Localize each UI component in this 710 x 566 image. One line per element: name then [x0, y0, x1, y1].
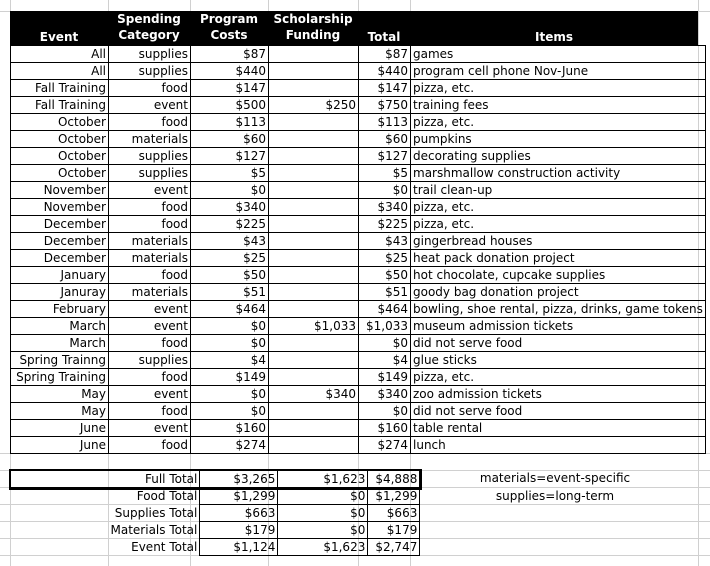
table-row	[11, 216, 706, 233]
cell-program-cost[interactable]: $149	[191, 369, 269, 386]
cell-items[interactable]: marshmallow construction activity	[411, 165, 706, 182]
table-row	[11, 63, 706, 80]
cell-event[interactable]: November	[11, 199, 109, 216]
header-scholarship-line1: Scholarship	[273, 12, 353, 26]
header-scholarship-line2: Funding	[285, 28, 341, 42]
cell-program-cost[interactable]: $440	[191, 63, 269, 80]
table-row	[11, 182, 706, 199]
cell-category[interactable]: event	[109, 182, 191, 199]
table-row	[11, 97, 706, 114]
cell-scholarship[interactable]	[269, 80, 359, 97]
header-program-line1: Program	[199, 12, 259, 26]
cell-items[interactable]: pizza, etc.	[411, 369, 706, 386]
cell-program-cost[interactable]: $0	[191, 318, 269, 335]
cell-items[interactable]: hot chocolate, cupcake supplies	[411, 267, 706, 284]
cell-event[interactable]: March	[11, 318, 109, 335]
cell-event[interactable]: December	[11, 216, 109, 233]
cell-total-label[interactable]: Food Total	[136, 489, 198, 504]
cell-items[interactable]: trail clean-up	[411, 182, 706, 199]
cell-event[interactable]: May	[11, 403, 109, 420]
cell-total-label[interactable]: Event Total	[131, 540, 198, 554]
cell-category[interactable]: food	[109, 403, 191, 420]
header-program[interactable]	[190, 11, 268, 45]
cell-category[interactable]: materials	[109, 131, 191, 148]
table-row	[11, 301, 706, 318]
cell-event[interactable]: October	[11, 131, 109, 148]
cell-total[interactable]: $5	[359, 165, 411, 182]
cell-total-sum[interactable]: $663	[368, 505, 420, 522]
cell-scholarship[interactable]: $250	[269, 97, 359, 114]
cell-scholarship[interactable]	[269, 437, 359, 454]
cell-scholarship[interactable]	[269, 267, 359, 284]
cell-items[interactable]: museum admission tickets	[411, 318, 706, 335]
cell-total[interactable]: $464	[359, 301, 411, 318]
cell-blank[interactable]	[11, 505, 109, 522]
cell-event[interactable]: Fall Training	[11, 80, 109, 97]
cell-category[interactable]: materials	[109, 250, 191, 267]
cell-program-cost[interactable]: $147	[191, 80, 269, 97]
cell-scholarship[interactable]	[269, 131, 359, 148]
cell-program-cost[interactable]: $5	[191, 165, 269, 182]
cell-category[interactable]: materials	[109, 233, 191, 250]
cell-event[interactable]: December	[11, 233, 109, 250]
cell-event[interactable]: November	[11, 182, 109, 199]
cell-program-cost[interactable]: $0	[191, 403, 269, 420]
cell-scholarship[interactable]	[269, 352, 359, 369]
cell-total[interactable]: $43	[359, 233, 411, 250]
table-row	[11, 403, 706, 420]
cell-total-program[interactable]: $1,299	[200, 488, 278, 505]
header-category[interactable]	[108, 11, 190, 45]
cell-total[interactable]: $160	[359, 420, 411, 437]
cell-event[interactable]: All	[11, 46, 109, 63]
cell-category[interactable]: food	[109, 114, 191, 131]
cell-total[interactable]: $0	[359, 335, 411, 352]
cell-items[interactable]: gingerbread houses	[411, 233, 706, 250]
cell-event[interactable]: June	[11, 420, 109, 437]
cell-total[interactable]: $340	[359, 386, 411, 403]
table-row	[11, 369, 706, 386]
cell-total-scholarship[interactable]: $1,623	[278, 471, 368, 488]
cell-total[interactable]: $0	[359, 182, 411, 199]
cell-event[interactable]: March	[11, 335, 109, 352]
cell-total[interactable]: $25	[359, 250, 411, 267]
table-row	[11, 80, 706, 97]
cell-total[interactable]: $225	[359, 216, 411, 233]
cell-total[interactable]: $340	[359, 199, 411, 216]
cell-items[interactable]: glue sticks	[411, 352, 706, 369]
cell-category[interactable]: event	[109, 386, 191, 403]
totals-row	[11, 471, 420, 488]
cell-category[interactable]: supplies	[109, 63, 191, 80]
table-row	[11, 420, 706, 437]
table-row	[11, 284, 706, 301]
cell-program-cost[interactable]: $127	[191, 148, 269, 165]
cell-event[interactable]: October	[11, 165, 109, 182]
cell-blank[interactable]	[11, 522, 109, 539]
header-category-line2: Category	[118, 28, 180, 42]
cell-category[interactable]: event	[109, 97, 191, 114]
cell-total[interactable]: $51	[359, 284, 411, 301]
table-row	[11, 148, 706, 165]
cell-total-sum[interactable]: $4,888	[368, 471, 420, 488]
cell-items[interactable]: program cell phone Nov-June	[411, 63, 706, 80]
cell-program-cost[interactable]: $225	[191, 216, 269, 233]
cell-program-cost[interactable]: $0	[191, 182, 269, 199]
cell-scholarship[interactable]: $1,033	[269, 318, 359, 335]
cell-total-scholarship[interactable]: $1,623	[278, 539, 368, 556]
totals-row	[11, 505, 420, 522]
cell-total[interactable]: $87	[359, 46, 411, 63]
cell-items[interactable]: did not serve food	[411, 335, 706, 352]
cell-items[interactable]: pizza, etc.	[411, 199, 706, 216]
cell-program-cost[interactable]: $60	[191, 131, 269, 148]
cell-items[interactable]: pizza, etc.	[411, 114, 706, 131]
cell-total-program[interactable]: $1,124	[200, 539, 278, 556]
cell-category[interactable]: supplies	[109, 46, 191, 63]
cell-total[interactable]: $274	[359, 437, 411, 454]
cell-items[interactable]: pumpkins	[411, 131, 706, 148]
header-scholarship[interactable]	[268, 11, 358, 45]
cell-total[interactable]: $4	[359, 352, 411, 369]
header-event-label: Event	[39, 30, 79, 44]
cell-total[interactable]: $440	[359, 63, 411, 80]
table-row	[11, 165, 706, 182]
cell-category[interactable]: materials	[109, 284, 191, 301]
table-row	[11, 250, 706, 267]
cell-items[interactable]: heat pack donation project	[411, 250, 706, 267]
table-row	[11, 114, 706, 131]
cell-event[interactable]: Spring Trainng	[11, 352, 109, 369]
cell-total-scholarship[interactable]: $0	[278, 522, 368, 539]
cell-program-cost[interactable]: $113	[191, 114, 269, 131]
cell-total-sum[interactable]: $179	[368, 522, 420, 539]
cell-items[interactable]: games	[411, 46, 706, 63]
totals-row	[11, 539, 420, 556]
cell-total-label[interactable]: Materials Total	[110, 523, 198, 537]
cell-event[interactable]: Januray	[11, 284, 109, 301]
table-row	[11, 131, 706, 148]
cell-category[interactable]: event	[109, 301, 191, 318]
table-row	[11, 199, 706, 216]
cell-program-cost[interactable]: $4	[191, 352, 269, 369]
header-category-line1: Spending	[117, 12, 181, 26]
cell-blank[interactable]	[11, 471, 109, 488]
cell-program-cost[interactable]: $43	[191, 233, 269, 250]
cell-program-cost[interactable]: $87	[191, 46, 269, 63]
header-program-line2: Costs	[210, 28, 248, 42]
cell-program-cost[interactable]: $0	[191, 386, 269, 403]
cell-event[interactable]: All	[11, 63, 109, 80]
cell-total[interactable]: $50	[359, 267, 411, 284]
cell-items[interactable]: pizza, etc.	[411, 216, 706, 233]
cell-category[interactable]: food	[109, 216, 191, 233]
totals-row	[11, 522, 420, 539]
table-row	[11, 233, 706, 250]
cell-items[interactable]: decorating supplies	[411, 148, 706, 165]
cell-total-sum[interactable]: $2,747	[368, 539, 420, 556]
cell-blank[interactable]	[11, 539, 109, 556]
cell-items[interactable]: table rental	[411, 420, 706, 437]
cell-scholarship[interactable]	[269, 199, 359, 216]
cell-items[interactable]: pizza, etc.	[411, 80, 706, 97]
cell-scholarship[interactable]	[269, 284, 359, 301]
cell-event[interactable]: October	[11, 148, 109, 165]
cell-items[interactable]: training fees	[411, 97, 706, 114]
cell-program-cost[interactable]: $51	[191, 284, 269, 301]
cell-category[interactable]: event	[109, 318, 191, 335]
cell-items[interactable]: bowling, shoe rental, pizza, drinks, game tokens	[411, 301, 706, 318]
note-supplies[interactable]: supplies=long-term	[495, 489, 615, 503]
header-items-label: Items	[535, 30, 573, 44]
table-row	[11, 386, 706, 403]
cell-items[interactable]: did not serve food	[411, 403, 706, 420]
cell-category[interactable]: event	[109, 420, 191, 437]
cell-scholarship[interactable]	[269, 420, 359, 437]
cell-program-cost[interactable]: $274	[191, 437, 269, 454]
cell-total-scholarship[interactable]: $0	[278, 488, 368, 505]
cell-category[interactable]: supplies	[109, 148, 191, 165]
cell-category[interactable]: food	[109, 199, 191, 216]
cell-scholarship[interactable]	[269, 46, 359, 63]
cell-scholarship[interactable]	[269, 148, 359, 165]
cell-total[interactable]: $127	[359, 148, 411, 165]
cell-program-cost[interactable]: $160	[191, 420, 269, 437]
cell-scholarship[interactable]	[269, 250, 359, 267]
table-row	[11, 352, 706, 369]
expense-table	[10, 45, 706, 454]
cell-program-cost[interactable]: $50	[191, 267, 269, 284]
cell-category[interactable]: food	[109, 437, 191, 454]
cell-total-label[interactable]: Full Total	[109, 471, 200, 488]
cell-event[interactable]: Fall Training	[11, 97, 109, 114]
cell-total[interactable]: $1,033	[359, 318, 411, 335]
cell-scholarship[interactable]	[269, 403, 359, 420]
cell-scholarship[interactable]	[269, 114, 359, 131]
cell-scholarship[interactable]	[269, 182, 359, 199]
table-row	[11, 267, 706, 284]
cell-scholarship[interactable]	[269, 165, 359, 182]
cell-event[interactable]: May	[11, 386, 109, 403]
cell-scholarship[interactable]	[269, 301, 359, 318]
cell-total-program[interactable]: $3,265	[200, 471, 278, 488]
cell-program-cost[interactable]: $464	[191, 301, 269, 318]
cell-category[interactable]: supplies	[109, 352, 191, 369]
cell-category[interactable]: food	[109, 335, 191, 352]
cell-scholarship[interactable]	[269, 335, 359, 352]
cell-total-program[interactable]: $179	[200, 522, 278, 539]
note-materials[interactable]: materials=event-specific	[479, 471, 631, 485]
cell-category[interactable]: food	[109, 80, 191, 97]
cell-event[interactable]: October	[11, 114, 109, 131]
cell-event[interactable]: Spring Training	[11, 369, 109, 386]
cell-scholarship[interactable]	[269, 63, 359, 80]
cell-blank[interactable]	[11, 488, 109, 505]
totals-table	[10, 470, 420, 556]
cell-total-program[interactable]: $663	[200, 505, 278, 522]
cell-scholarship[interactable]	[269, 369, 359, 386]
cell-event[interactable]: January	[11, 267, 109, 284]
cell-program-cost[interactable]: $340	[191, 199, 269, 216]
cell-total-sum[interactable]: $1,299	[368, 488, 420, 505]
cell-category[interactable]: food	[109, 267, 191, 284]
cell-event[interactable]: February	[11, 301, 109, 318]
cell-total[interactable]: $60	[359, 131, 411, 148]
cell-program-cost[interactable]: $500	[191, 97, 269, 114]
cell-event[interactable]: December	[11, 250, 109, 267]
table-row	[11, 318, 706, 335]
cell-items[interactable]: zoo admission tickets	[411, 386, 706, 403]
cell-event[interactable]: June	[11, 437, 109, 454]
cell-category[interactable]: food	[109, 369, 191, 386]
cell-items[interactable]: lunch	[411, 437, 706, 454]
table-row	[11, 335, 706, 352]
header-total-label: Total	[367, 30, 401, 44]
cell-total[interactable]: $750	[359, 97, 411, 114]
totals-row	[11, 488, 420, 505]
cell-items[interactable]: goody bag donation project	[411, 284, 706, 301]
cell-scholarship[interactable]: $340	[269, 386, 359, 403]
table-row	[11, 46, 706, 63]
cell-scholarship[interactable]	[269, 216, 359, 233]
cell-total[interactable]: $113	[359, 114, 411, 131]
cell-total-scholarship[interactable]: $0	[278, 505, 368, 522]
cell-total[interactable]: $149	[359, 369, 411, 386]
cell-program-cost[interactable]: $25	[191, 250, 269, 267]
cell-scholarship[interactable]	[269, 233, 359, 250]
cell-category[interactable]: supplies	[109, 165, 191, 182]
cell-total-label[interactable]: Supplies Total	[114, 506, 198, 520]
cell-total[interactable]: $147	[359, 80, 411, 97]
table-row	[11, 437, 706, 454]
cell-program-cost[interactable]: $0	[191, 335, 269, 352]
cell-total[interactable]: $0	[359, 403, 411, 420]
